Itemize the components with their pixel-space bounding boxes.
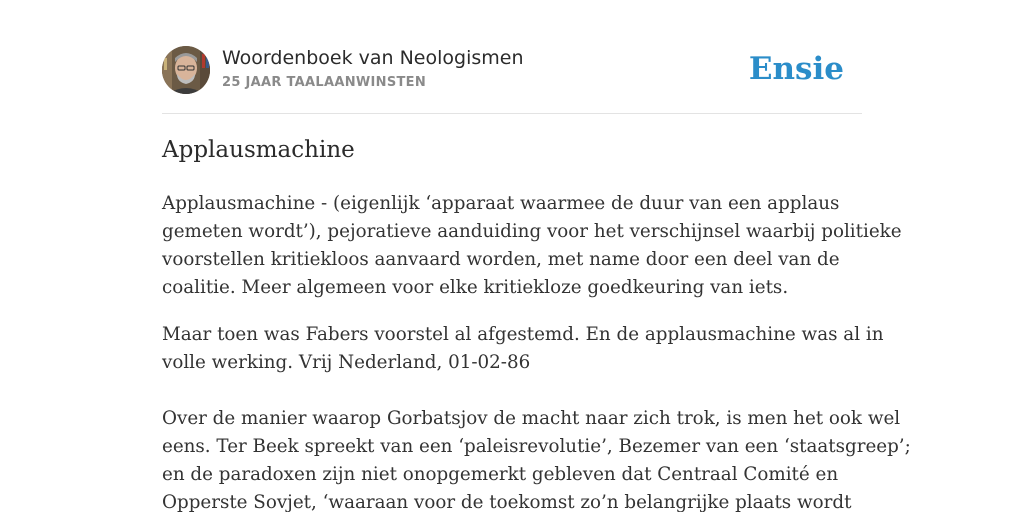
text-line: Applausmachine - (eigenlijk ‘apparaat waarmee de duur van een applaus [162, 193, 840, 214]
quote-paragraph-1 [162, 321, 884, 377]
avatar[interactable] [162, 46, 210, 94]
text-line: Over de manier waarop Gorbatsjov de macht naar zich trok, is men het ook wel [162, 408, 901, 429]
header-divider [162, 113, 862, 114]
site-header [162, 46, 862, 96]
text-line: eens. Ter Beek spreekt van een ‘paleisrevolutie’, Bezemer van een ‘staatsgreep’; [162, 436, 911, 457]
text-line: volle werking. Vrij Nederland, 01-02-86 [162, 352, 531, 373]
text-line: Maar toen was Fabers voorstel al afgestemd. En de applausmachine was al in [162, 324, 884, 345]
entry-title: Applausmachine [162, 137, 355, 163]
definition-paragraph [162, 190, 902, 302]
text-line: en de paradoxen zijn niet onopgemerkt gebleven dat Centraal Comité en [162, 464, 839, 485]
avatar-portrait-icon [162, 46, 210, 94]
text-line: voorstellen kritiekloos aanvaard worden, met name door een deel van de [162, 249, 840, 270]
text-line: Opperste Sovjet, ‘waaraan voor de toekomst zo’n belangrijke plaats wordt [162, 492, 852, 512]
site-title[interactable]: Woordenboek van Neologismen [222, 47, 524, 69]
quote-paragraph-2 [162, 405, 911, 512]
site-subtitle: 25 JAAR TAALAANWINSTEN [222, 75, 427, 90]
ensie-logo[interactable]: Ensie [748, 51, 844, 87]
text-line: coalitie. Meer algemeen voor elke kritiekloze goedkeuring van iets. [162, 277, 789, 298]
text-line: gemeten wordt’), pejoratieve aanduiding voor het verschijnsel waarbij politieke [162, 221, 902, 242]
